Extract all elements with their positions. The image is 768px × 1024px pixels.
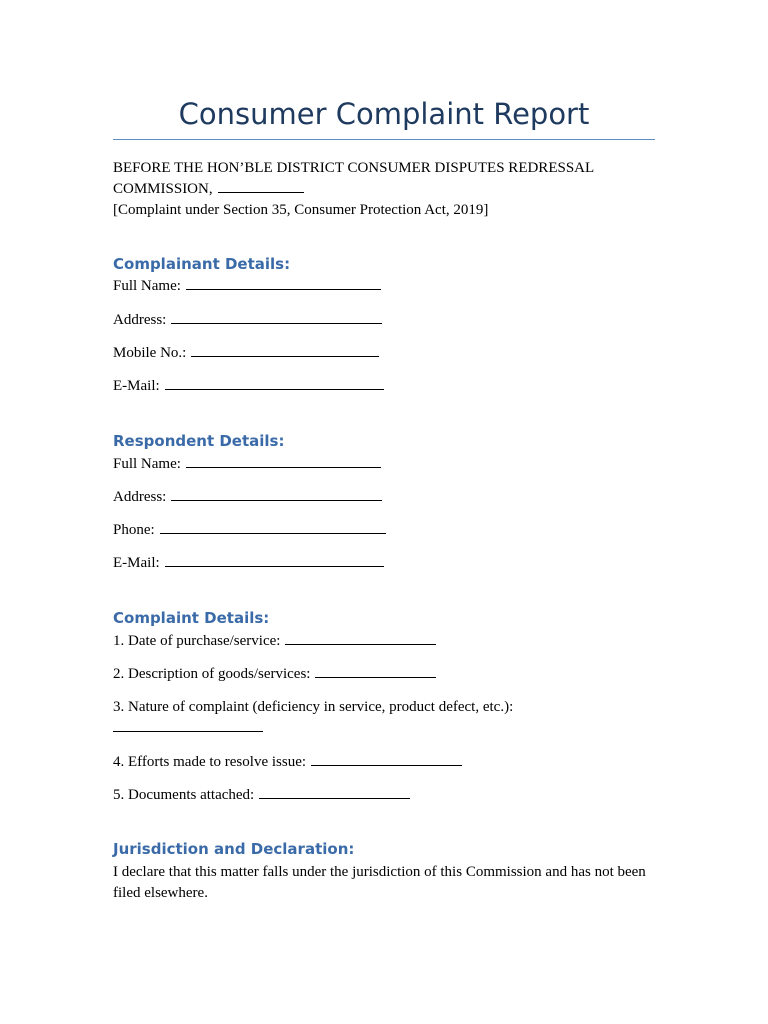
complainant-email-field[interactable] — [165, 376, 384, 390]
complainant-mobile-label: Mobile No.: — [113, 345, 187, 361]
complainant-mobile-row — [113, 343, 379, 364]
respondent-phone-row — [113, 520, 386, 541]
complainant-address-label: Address: — [113, 312, 167, 328]
complainant-full-name-row — [113, 276, 381, 297]
commission-name-field[interactable] — [218, 179, 304, 193]
documents-attached-field[interactable] — [259, 785, 410, 799]
respondent-address-field[interactable] — [171, 487, 382, 501]
respondent-email-row — [113, 553, 384, 574]
description-of-goods-field[interactable] — [315, 664, 436, 678]
complaint-heading: Complaint Details: — [113, 609, 270, 627]
complaint-item-4-row — [113, 752, 462, 773]
respondent-heading: Respondent Details: — [113, 432, 285, 450]
header-line-3: [Complaint under Section 35, Consumer Protection Act, 2019] — [113, 202, 489, 218]
complaint-item-5-label: 5. Documents attached: — [113, 787, 255, 803]
complaint-item-1-label: 1. Date of purchase/service: — [113, 633, 281, 649]
complainant-address-row — [113, 310, 382, 331]
complaint-item-3-answer-row — [113, 718, 263, 739]
date-of-purchase-field[interactable] — [285, 631, 436, 645]
declaration-line-1: I declare that this matter falls under the jurisdiction of this Commission and has not been — [113, 864, 646, 880]
respondent-full-name-label: Full Name: — [113, 456, 181, 472]
respondent-full-name-row — [113, 454, 381, 475]
respondent-email-field[interactable] — [165, 553, 384, 567]
respondent-address-label: Address: — [113, 489, 167, 505]
complaint-item-5-row — [113, 785, 410, 806]
respondent-email-label: E-Mail: — [113, 555, 160, 571]
complaint-item-1-row — [113, 631, 436, 652]
complaint-item-2-row — [113, 664, 436, 685]
respondent-phone-field[interactable] — [160, 520, 386, 534]
header-line-2 — [113, 179, 304, 200]
complainant-full-name-label: Full Name: — [113, 278, 181, 294]
declaration-line-2: filed elsewhere. — [113, 885, 208, 901]
header-line-1: BEFORE THE HON’BLE DISTRICT CONSUMER DISPUTES REDRESSAL — [113, 160, 595, 176]
title-divider — [113, 139, 655, 140]
complainant-heading: Complainant Details: — [113, 255, 291, 273]
complaint-item-2-label: 2. Description of goods/services: — [113, 666, 311, 682]
complaint-item-4-label: 4. Efforts made to resolve issue: — [113, 754, 307, 770]
nature-of-complaint-field[interactable] — [113, 718, 263, 732]
efforts-to-resolve-field[interactable] — [311, 752, 462, 766]
document-title: Consumer Complaint Report — [178, 97, 590, 131]
respondent-full-name-field[interactable] — [186, 454, 381, 468]
complainant-email-row — [113, 376, 384, 397]
header-commission-label: COMMISSION, — [113, 181, 213, 197]
complainant-email-label: E-Mail: — [113, 378, 160, 394]
complainant-address-field[interactable] — [171, 310, 382, 324]
complaint-item-3-row: 3. Nature of complaint (deficiency in service, product defect, etc.): — [113, 699, 514, 715]
complainant-mobile-field[interactable] — [191, 343, 379, 357]
jurisdiction-heading: Jurisdiction and Declaration: — [113, 840, 355, 858]
respondent-address-row — [113, 487, 382, 508]
respondent-phone-label: Phone: — [113, 522, 155, 538]
complainant-full-name-field[interactable] — [186, 276, 381, 290]
